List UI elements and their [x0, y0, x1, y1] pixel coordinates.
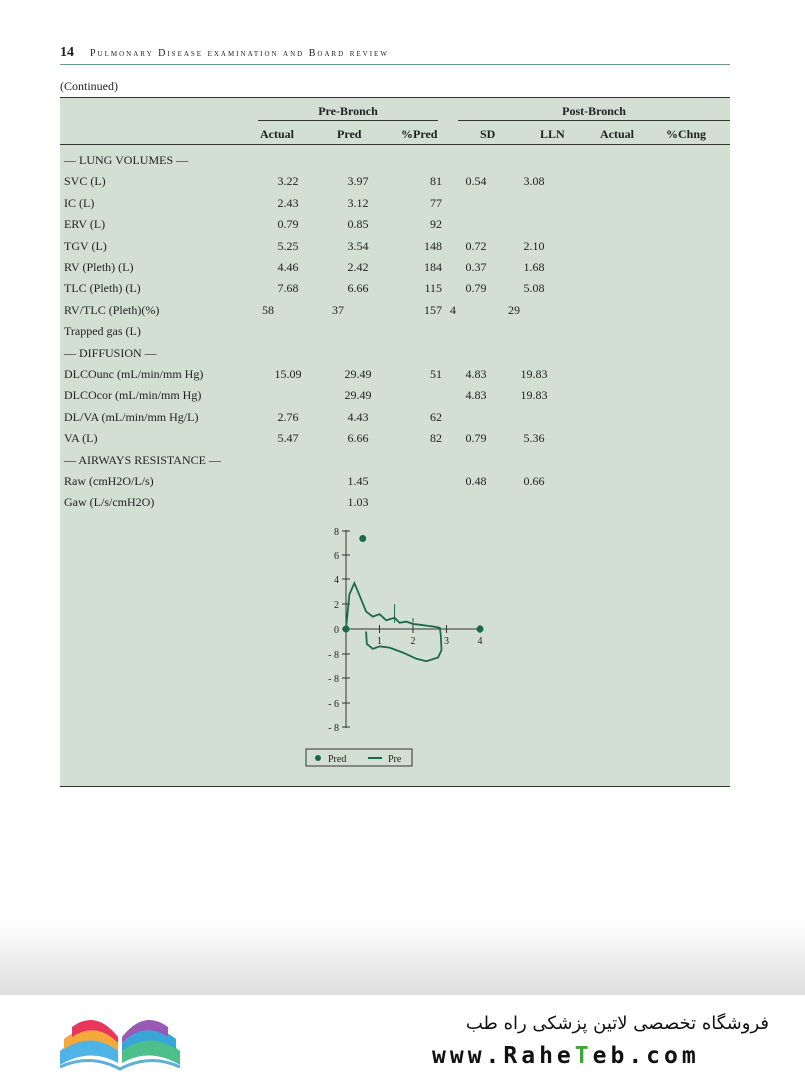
y-tick-label: - 8: [328, 723, 339, 734]
book-logo-icon: [50, 1003, 190, 1078]
continued-label: (Continued): [60, 79, 118, 93]
table-cell: 51: [430, 367, 442, 381]
group-post-rule: [458, 120, 730, 121]
row-label: Gaw (L/s/cmH2O): [64, 495, 155, 510]
pft-table-panel: [60, 97, 730, 787]
row-label: — AIRWAYS RESISTANCE —: [64, 452, 221, 467]
footer-fade: [0, 920, 805, 1000]
table-cell: 2.10: [523, 238, 545, 253]
table-cell: 29.49: [344, 388, 372, 403]
table-cell: 29: [508, 302, 520, 317]
series-pred-point: [343, 626, 350, 633]
y-tick-label: 8: [334, 527, 339, 538]
table-cell: 92: [430, 217, 442, 232]
chart-axes: [328, 527, 482, 734]
row-label: TLC (Pleth) (L): [64, 281, 141, 296]
footer-banner: [0, 995, 805, 1080]
row-label: — LUNG VOLUMES —: [64, 153, 189, 167]
row-label: — DIFFUSION —: [64, 345, 157, 360]
table-cell: 82: [430, 431, 442, 446]
table-row: [60, 431, 730, 451]
table-cell: 81: [430, 174, 442, 189]
y-tick-label: 6: [334, 551, 339, 562]
table-cell: 1.68: [523, 260, 545, 274]
group-pre-rule: [258, 120, 438, 121]
table-cell: 3.97: [347, 174, 369, 189]
table-row: [60, 281, 730, 301]
table-cell: 0.66: [523, 474, 545, 488]
table-row: [60, 495, 730, 515]
row-label: DL/VA (mL/min/mm Hg/L): [64, 409, 199, 424]
chart-legend: [306, 749, 412, 766]
table-cell: 19.83: [520, 367, 548, 381]
table-cell: 2.43: [277, 195, 299, 210]
running-header: [60, 44, 730, 65]
table-cell: 5.47: [277, 431, 299, 446]
table-cell: 5.08: [523, 281, 545, 296]
table-row: [60, 346, 730, 366]
row-label: Raw (cmH2O/L/s): [64, 474, 154, 488]
table-cell: 19.83: [520, 388, 548, 403]
site-url-t: T: [574, 1043, 593, 1069]
x-tick-label: 4: [477, 636, 483, 647]
table-cell: 5.25: [277, 238, 299, 253]
col-header-pct-chng: %Chng: [666, 127, 707, 141]
table-cell: 4.43: [347, 409, 369, 424]
table-cell: 58: [262, 302, 274, 317]
table-row: [60, 196, 730, 216]
table-cell: 3.08: [523, 174, 545, 189]
table-cell: 3.22: [277, 174, 299, 189]
table-cell: 15.09: [274, 367, 302, 381]
table-row: [60, 474, 730, 494]
header-rule: [60, 144, 730, 145]
table-row: [60, 260, 730, 280]
table-row: [60, 303, 730, 323]
group-post-bronch: Post-Bronch: [562, 104, 626, 118]
table-row: [60, 239, 730, 259]
table-cell: 0.79: [465, 431, 487, 446]
table-cell: 4.83: [465, 388, 487, 403]
series-pre-curve: [346, 583, 442, 661]
table-row: [60, 217, 730, 237]
table-cell: 4: [450, 302, 456, 317]
running-title: Pulmonary Disease examination and Board review: [90, 48, 389, 59]
flow-volume-chart: [60, 518, 730, 790]
table-cell: 0.72: [465, 238, 487, 253]
row-label: Trapped gas (L): [64, 324, 141, 339]
table-row: [60, 174, 730, 194]
col-header-lln: LLN: [540, 127, 565, 141]
table-cell: 0.79: [277, 217, 299, 232]
col-header-actual: Actual: [260, 127, 294, 141]
table-cell: 0.37: [465, 260, 487, 274]
y-tick-label: 4: [334, 575, 339, 586]
table-cell: 6.66: [347, 281, 369, 296]
table-cell: 3.54: [347, 238, 369, 253]
table-row: [60, 324, 730, 344]
row-label: RV/TLC (Pleth)(%): [64, 302, 160, 317]
legend-pre-label: Pre: [388, 754, 402, 765]
page-number: 14: [60, 45, 74, 60]
y-tick-label: - 8: [328, 674, 339, 685]
site-url-suffix: eb.com: [592, 1043, 700, 1069]
group-pre-bronch: Pre-Bronch: [318, 104, 378, 118]
site-url-prefix: www.Rahe: [432, 1043, 575, 1069]
legend-pred-label: Pred: [328, 754, 347, 765]
table-cell: 29.49: [344, 367, 372, 381]
row-label: TGV (L): [64, 238, 107, 253]
table-cell: 184: [424, 260, 442, 274]
y-tick-label: 0: [334, 625, 339, 636]
row-label: SVC (L): [64, 174, 106, 189]
table-row: [60, 388, 730, 408]
table-cell: 0.54: [465, 174, 487, 189]
table-cell: 77: [430, 195, 442, 210]
table-cell: 4.83: [465, 367, 487, 381]
y-tick-label: - 8: [328, 650, 339, 661]
table-cell: 2.42: [347, 260, 369, 274]
row-label: IC (L): [64, 195, 95, 210]
col-header-pred: Pred: [337, 127, 362, 141]
table-cell: 1.03: [347, 495, 369, 510]
row-label: RV (Pleth) (L): [64, 260, 134, 274]
legend-pred-marker: [315, 755, 321, 761]
x-tick-label: 3: [444, 636, 449, 647]
row-label: DLCOcor (mL/min/mm Hg): [64, 388, 202, 403]
table-cell: 7.68: [277, 281, 299, 296]
table-cell: 6.66: [347, 431, 369, 446]
y-tick-label: - 6: [328, 699, 339, 710]
site-url[interactable]: [432, 1043, 700, 1069]
table-cell: 115: [424, 281, 442, 296]
table-cell: 4.46: [277, 260, 299, 274]
row-label: VA (L): [64, 431, 98, 446]
y-tick-label: 2: [334, 600, 339, 611]
table-cell: 0.48: [465, 474, 487, 488]
series-pred-point: [477, 626, 484, 633]
x-tick-label: 2: [410, 636, 416, 647]
table-cell: 2.76: [277, 409, 299, 424]
col-header-pct-pred: %Pred: [401, 127, 438, 141]
table-row: [60, 153, 730, 173]
table-row: [60, 410, 730, 430]
series-pred-point: [359, 535, 366, 542]
table-cell: 3.12: [347, 195, 369, 210]
table-row: [60, 453, 730, 473]
table-cell: 62: [430, 409, 442, 424]
col-header-post-actual: Actual: [600, 127, 634, 141]
shop-name: فروشگاه تخصصی لاتین پزشکی راه طب: [465, 1013, 769, 1034]
table-cell: 0.79: [465, 281, 487, 296]
row-label: DLCOunc (mL/min/mm Hg): [64, 367, 204, 381]
table-row: [60, 367, 730, 387]
table-cell: 1.45: [347, 474, 369, 488]
table-cell: 37: [332, 302, 344, 317]
x-tick-label: 1: [377, 636, 382, 647]
table-cell: 157: [424, 302, 442, 317]
table-cell: 5.36: [523, 431, 545, 446]
table-cell: 0.85: [347, 217, 369, 232]
row-label: ERV (L): [64, 217, 106, 232]
table-cell: 148: [424, 238, 442, 253]
col-header-sd: SD: [480, 127, 496, 141]
